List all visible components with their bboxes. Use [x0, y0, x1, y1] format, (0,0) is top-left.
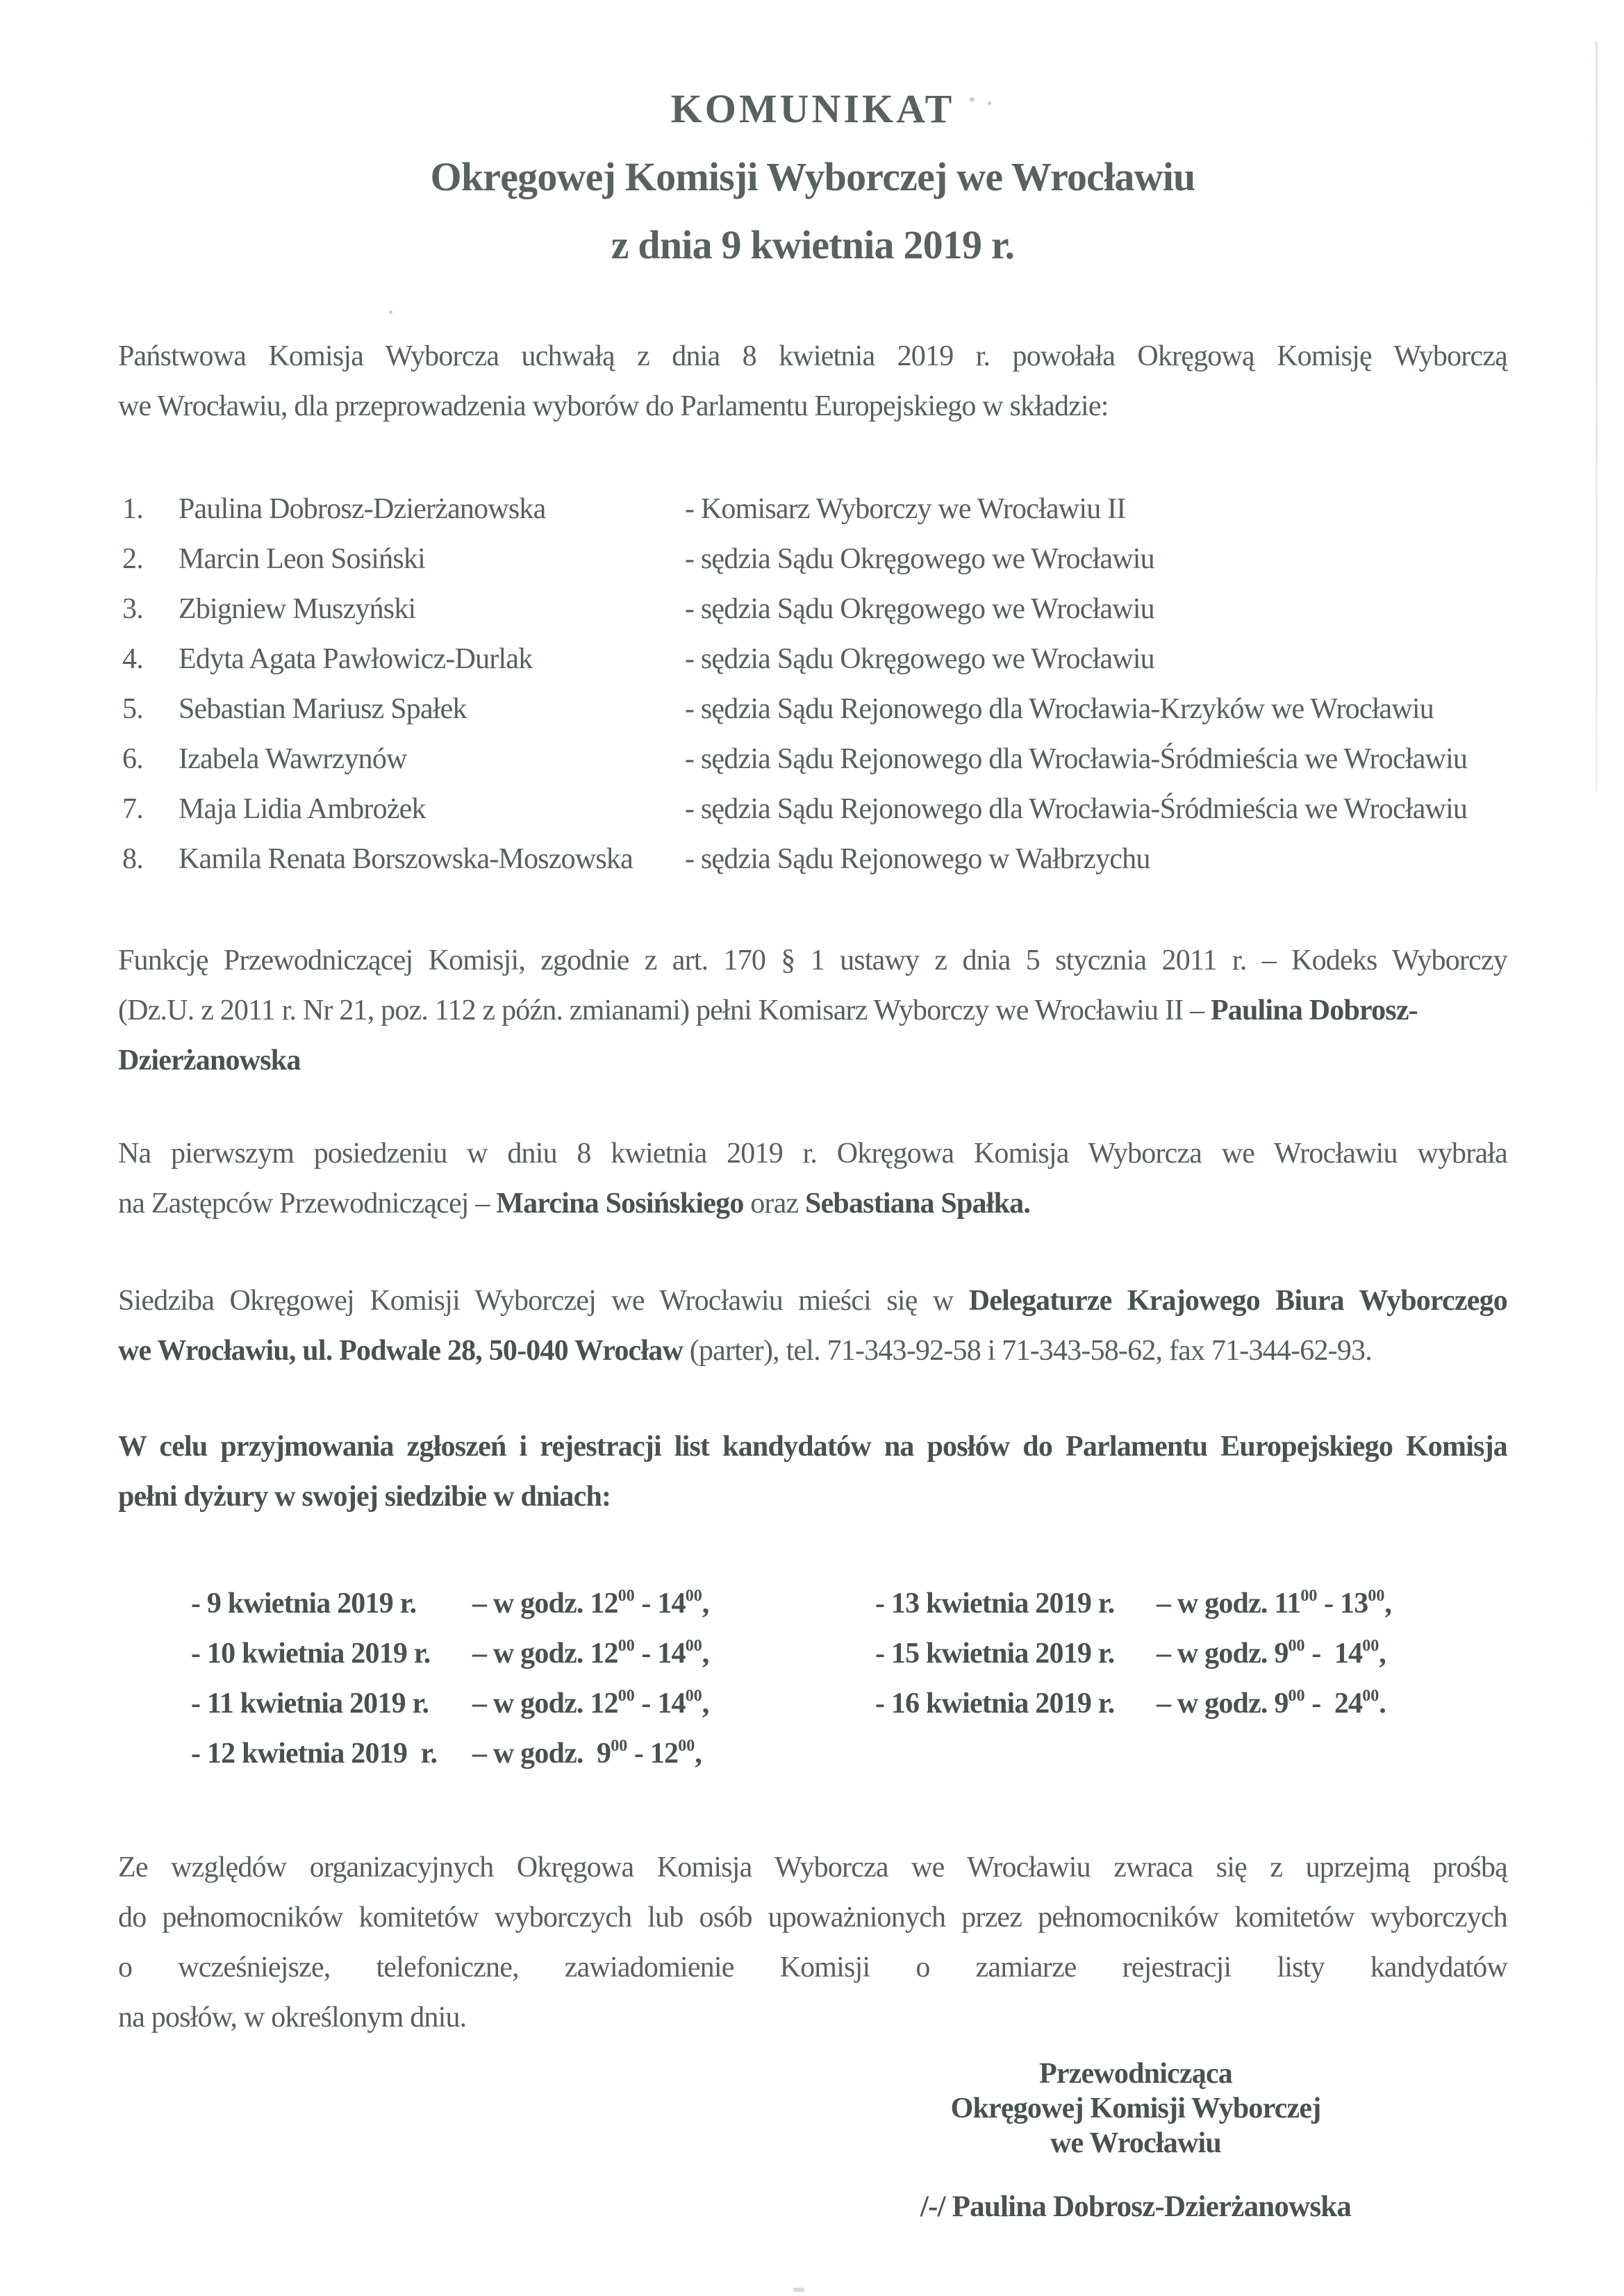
member-name: Maja Lidia Ambrożek — [179, 793, 426, 825]
document-date: z dnia 9 kwietnia 2019 r. — [611, 222, 1015, 267]
seat-line — [118, 1326, 1507, 1376]
seat-address: we Wrocławiu, ul. Podwale 28, 50-040 Wrocław — [118, 1335, 690, 1367]
schedule-time — [472, 1679, 709, 1729]
time-text: – w godz. 12 — [472, 1638, 618, 1670]
members-list — [118, 484, 1507, 884]
superscript-minutes: 00 — [618, 1687, 635, 1705]
time-text: - 14 — [1304, 1638, 1363, 1670]
time-text: , — [702, 1688, 709, 1720]
schedule-date: - 11 kwietnia 2019 r. — [191, 1688, 429, 1720]
schedule-time — [1157, 1629, 1386, 1679]
time-text: . — [1379, 1688, 1386, 1720]
member-role: - sędzia Sądu Rejonowego w Wałbrzychu — [685, 843, 1150, 875]
chair-line: Funkcję Przewodniczącej Komisji, zgodnie z art. 170 § 1 ustawy z dnia 5 stycznia 2011 r. – Kodeks Wyborczy — [118, 945, 1507, 976]
schedule-row — [191, 1729, 875, 1779]
deputy-name: Marcina Sosińskiego — [496, 1188, 744, 1220]
member-number: 5. — [122, 693, 143, 725]
signature-title: Przewodnicząca — [1038, 2058, 1233, 2090]
schedule-time — [472, 1729, 702, 1779]
member-role: - sędzia Sądu Rejonowego dla Wrocławia-Śródmieścia we Wrocławiu — [685, 793, 1468, 825]
time-text: - 14 — [634, 1588, 686, 1620]
schedule-column-right — [875, 1579, 1391, 1779]
schedule-time — [472, 1629, 709, 1679]
member-role: - sędzia Sądu Okręgowego we Wrocławiu — [685, 543, 1154, 575]
time-text: , — [1384, 1588, 1392, 1620]
request-line: do pełnomocników komitetów wyborczych lub osób upoważnionych przez pełnomocników komitetów wyborczych — [118, 1902, 1507, 1933]
scan-artifact-edge — [1596, 42, 1598, 792]
seat-address: Delegaturze Krajowego Biura Wyborczego — [968, 1285, 1507, 1317]
schedule-column-left — [191, 1579, 875, 1779]
duty-schedule — [118, 1579, 1507, 1779]
member-row — [122, 534, 1507, 584]
schedule-row — [191, 1629, 875, 1679]
time-text: – w godz. 12 — [472, 1588, 618, 1620]
chair-text: (Dz.U. z 2011 r. Nr 21, poz. 112 z późn. zmianami) pełni Komisarz Wyborczy we Wrocławiu II – — [118, 995, 1211, 1026]
member-number: 4. — [122, 643, 143, 675]
time-text: , — [702, 1638, 709, 1670]
member-name: Edyta Agata Pawłowicz-Durlak — [179, 643, 533, 675]
superscript-minutes: 00 — [611, 1737, 628, 1755]
schedule-time — [1157, 1579, 1391, 1629]
member-row — [122, 484, 1507, 534]
seat-paragraph — [118, 1276, 1507, 1376]
superscript-minutes: 00 — [618, 1587, 635, 1605]
chairperson-paragraph — [118, 935, 1507, 1085]
schedule-time — [472, 1579, 709, 1629]
schedule-date: - 13 kwietnia 2019 r. — [875, 1588, 1115, 1620]
time-text: - 12 — [627, 1738, 679, 1770]
chairperson-name: Dzierżanowska — [118, 1045, 301, 1076]
schedule-row — [191, 1679, 875, 1729]
member-name: Zbigniew Muszyński — [179, 593, 416, 625]
member-name: Izabela Wawrzynów — [179, 743, 407, 775]
duty-intro-paragraph — [118, 1422, 1507, 1522]
member-number: 6. — [122, 743, 143, 775]
member-number: 7. — [122, 793, 143, 825]
schedule-row — [191, 1579, 875, 1629]
request-paragraph — [118, 1842, 1507, 2043]
superscript-minutes: 00 — [618, 1637, 635, 1655]
member-name: Kamila Renata Borszowska-Moszowska — [179, 843, 633, 875]
request-line: na posłów, w określonym dniu. — [118, 2002, 467, 2033]
member-role: - sędzia Sądu Rejonowego dla Wrocławia-Śródmieścia we Wrocławiu — [685, 743, 1468, 775]
time-text: - 13 — [1317, 1588, 1368, 1620]
time-text: - 14 — [634, 1638, 686, 1670]
superscript-minutes: 00 — [1362, 1687, 1379, 1705]
superscript-minutes: 00 — [678, 1737, 695, 1755]
request-line: Ze względów organizacyjnych Okręgowa Komisja Wyborcza we Wrocławiu zwraca się z uprzejmą prośbą — [118, 1852, 1507, 1883]
document-title: KOMUNIKAT — [670, 86, 955, 131]
member-name: Paulina Dobrosz-Dzierżanowska — [179, 493, 546, 525]
member-name: Marcin Leon Sosiński — [179, 543, 425, 575]
seat-contact: (parter), tel. 71-343-92-58 i 71-343-58-62, fax 71-344-62-93. — [689, 1335, 1372, 1367]
schedule-date: - 10 kwietnia 2019 r. — [191, 1638, 431, 1670]
deputies-text: oraz — [743, 1188, 806, 1220]
superscript-minutes: 00 — [685, 1587, 702, 1605]
superscript-minutes: 00 — [1300, 1587, 1318, 1605]
time-text: – w godz. 9 — [1157, 1688, 1289, 1720]
member-role: - Komisarz Wyborczy we Wrocławiu II — [685, 493, 1126, 525]
time-text: – w godz. 9 — [1157, 1638, 1289, 1670]
schedule-time — [1157, 1679, 1386, 1729]
deputies-paragraph — [118, 1129, 1507, 1229]
member-row — [122, 834, 1507, 884]
intro-line: Państwowa Komisja Wyborcza uchwałą z dnia 8 kwietnia 2019 r. powołała Okręgową Komisję Wyborczą — [118, 340, 1507, 372]
document-subtitle: Okręgowej Komisji Wyborczej we Wrocławiu — [430, 154, 1195, 199]
time-text: - 24 — [1304, 1688, 1363, 1720]
intro-line: we Wrocławiu, dla przeprowadzenia wyborów do Parlamentu Europejskiego w składzie: — [118, 390, 1109, 422]
seat-line — [118, 1276, 1507, 1326]
time-text: – w godz. 9 — [472, 1738, 611, 1770]
member-number: 8. — [122, 843, 143, 875]
request-line: o wcześniejsze, telefoniczne, zawiadomienie Komisji o zamiarze rejestracji listy kandydatów — [118, 1952, 1507, 1983]
member-row — [122, 684, 1507, 734]
scan-artifact-speck — [988, 101, 991, 105]
member-number: 2. — [122, 543, 143, 575]
signature-block — [913, 2056, 1358, 2224]
deputy-name: Sebastiana Spałka. — [805, 1188, 1031, 1220]
chairperson-name: Paulina Dobrosz- — [1210, 995, 1418, 1026]
scan-artifact-speck — [970, 97, 975, 101]
deputies-text: na Zastępców Przewodniczącej – — [118, 1188, 497, 1220]
schedule-date: - 12 kwietnia 2019 r. — [191, 1738, 438, 1770]
superscript-minutes: 00 — [685, 1687, 702, 1705]
member-row — [122, 784, 1507, 834]
schedule-row — [875, 1629, 1391, 1679]
member-role: - sędzia Sądu Okręgowego we Wrocławiu — [685, 593, 1154, 625]
signature-title: we Wrocławiu — [1050, 2127, 1221, 2159]
member-number: 1. — [122, 493, 143, 525]
time-text: , — [695, 1738, 702, 1770]
schedule-date: - 16 kwietnia 2019 r. — [875, 1688, 1115, 1720]
deputies-line — [118, 1179, 1507, 1229]
superscript-minutes: 00 — [1362, 1637, 1379, 1655]
scan-artifact-speck — [793, 2288, 804, 2292]
member-row — [122, 634, 1507, 684]
intro-paragraph — [118, 331, 1507, 431]
member-row — [122, 584, 1507, 634]
superscript-minutes: 00 — [1368, 1587, 1385, 1605]
schedule-date: - 15 kwietnia 2019 r. — [875, 1638, 1115, 1670]
time-text: , — [702, 1588, 709, 1620]
superscript-minutes: 00 — [1288, 1687, 1305, 1705]
member-number: 3. — [122, 593, 143, 625]
schedule-date: - 9 kwietnia 2019 r. — [191, 1588, 417, 1620]
seat-text: Siedziba Okręgowej Komisji Wyborczej we Wrocławiu mieści się w — [118, 1285, 969, 1317]
duty-intro-line: pełni dyżury w swojej siedzibie w dniach: — [118, 1481, 611, 1513]
scan-artifact-speck — [389, 310, 392, 314]
time-text: , — [1379, 1638, 1386, 1670]
member-name: Sebastian Mariusz Spałek — [179, 693, 467, 725]
time-text: - 14 — [634, 1688, 686, 1720]
deputies-line: Na pierwszym posiedzeniu w dniu 8 kwietnia 2019 r. Okręgowa Komisja Wyborcza we Wrocławiu wybrała — [118, 1138, 1507, 1170]
time-text: – w godz. 12 — [472, 1688, 618, 1720]
signature-title: Okręgowej Komisji Wyborczej — [950, 2093, 1321, 2124]
member-role: - sędzia Sądu Okręgowego we Wrocławiu — [685, 643, 1154, 675]
schedule-row — [875, 1679, 1391, 1729]
superscript-minutes: 00 — [685, 1637, 702, 1655]
superscript-minutes: 00 — [1288, 1637, 1305, 1655]
member-role: - sędzia Sądu Rejonowego dla Wrocławia-Krzyków we Wrocławiu — [685, 693, 1434, 725]
chair-line — [118, 985, 1507, 1035]
signature-name: /-/ Paulina Dobrosz-Dzierżanowska — [920, 2190, 1352, 2223]
schedule-row — [875, 1579, 1391, 1629]
document-header — [118, 75, 1507, 279]
member-row — [122, 734, 1507, 784]
time-text: – w godz. 11 — [1157, 1588, 1301, 1620]
duty-intro-line: W celu przyjmowania zgłoszeń i rejestracji list kandydatów na posłów do Parlamentu Europejskiego Komisja — [118, 1431, 1507, 1463]
